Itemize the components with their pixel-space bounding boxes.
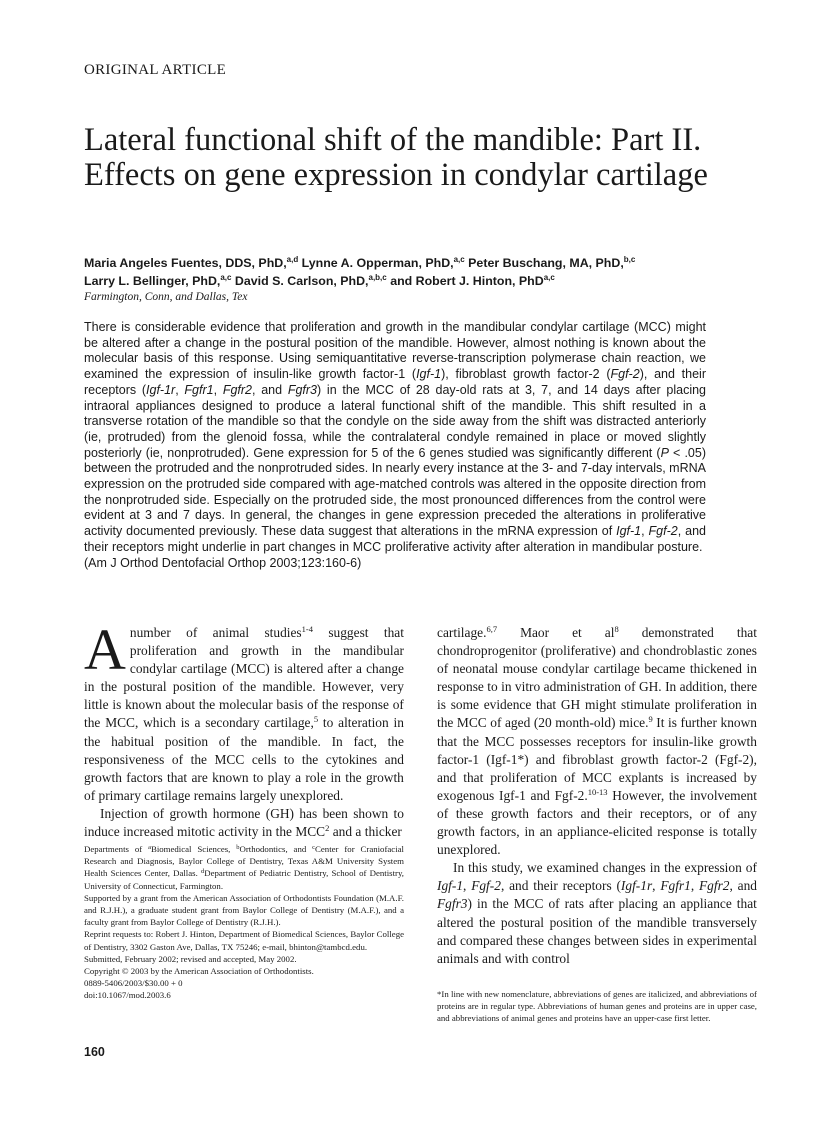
body-paragraph: In this study, we examined changes in the expression of Igf-1, Fgf-2, and their receptors (Igf-1r, Fgfr1, Fgfr2, and Fgfr3) in the MCC of rats after placing an appliance that altered the postural position of the mandible transversely and compared these changes between sides in experimental animals and with control [437,860,758,966]
gene-name: Igf-1 [616,524,642,539]
page-number: 160 [84,1045,105,1059]
journal-citation: (Am J Orthod Dentofacial Orthop 2003;123:160-6) [84,555,362,570]
gene-name: Fgf-2 [610,367,640,382]
body-paragraph: Anumber of animal studies$^{1-4}$ suggest that proliferation and growth in the mandibular condylar cartilage (MCC) is altered after a change in the postural position of the mandible. However, very little is known about the molecular basis of the response of the MCC, which is a secondary cartilage,$^5$ to alteration in the habitual position of the mandible. In fact, the responsiveness of the MCC cells to the cytokines and growth factors that are known to play a role in the growth of primary cartilage remains largely unexplored. [84,617,405,803]
author-affiliation-marker: a,c [453,255,465,264]
issn-note: 0889-5406/2003/$30.00 + 0 [84,978,183,989]
doi-note: doi:10.1067/mod.2003.6 [84,990,171,1001]
departments-note: Departments of $^a$Biomedical Sciences, $^b$Orthodontics, and $^c$Center for Craniofacial Research and Diagnosis, Baylor College of Dentistry, Texas A&M University System Health Sciences Center, Dallas. $^d$Department of Pediatric Dentistry, School of Dentistry, University of Connecticut, Farmington. [84,844,404,891]
author-name: Peter Buschang, MA, PhD, [468,256,624,270]
affiliation-footnotes [84,843,404,1002]
drop-cap: A [84,617,126,682]
abstract: There is considerable evidence that proliferation and growth in the mandibular condylar cartilage (MCC) might be altered after a change in the postural position of the mandible. However, almost nothing is known about the molecular basis of this response. Using semiquantitative reverse-transcription polymerase chain reaction, we examined the expression of insulin-like growth factor-1 (Igf-1), fibroblast growth factor-2 (Fgf-2), and their receptors (Igf-1r, Fgfr1, Fgfr2, and Fgfr3) in the MCC of 28 day-old rats at 3, 7, and 14 days after placing intraoral appliances designed to produce a lateral functional shift of the mandible. This shift resulted in a transverse rotation of the mandible so that the condyle on the side away from the shift was distracted anteriorly (ie, protruded) from the glenoid fossa, while the contralateral condyle remained in place or moved slightly posteriorly (ie, nonprotruded). Gene expression for 5 of the 6 genes studied was significantly different (P < .05) between the protruded and the nonprotruded sides. In nearly every instance at the 3- and 7-day intervals, mRNA expression on the protruded side compared with age-matched controls was altered in the opposite direction from the nonprotruded side. Especially on the protruded side, the most pronounced differences from the control were evident at 3 and 7 days. In general, the changes in gene expression preceded the alterations in proliferative activity documented previously. These data suggest that alterations in the mRNA expression of Igf-1, Fgf-2, and their receptors might underlie in part changes in MCC proliferative activity after alteration in mandibular posture. (Am J Orthod Dentofacial Orthop 2003;123:160-6) [84,320,707,570]
gene-name: Fgfr3 [287,382,318,397]
p-value-symbol: P [660,445,669,460]
nomenclature-footnote: *In line with new nomenclature, abbreviations of genes are italicized, and abbreviations of proteins are in regular type. Abbreviations of human genes and proteins are in upper case, and abbreviations of animal genes and proteins have an upper-case first letter. [437,989,757,1024]
body-column-left [84,617,405,841]
gene-name: Fgf-2 [648,524,678,539]
body-column-right [437,624,757,968]
author-name: Lynne A. Opperman, PhD, [301,256,454,270]
funding-note: Supported by a grant from the American Association of Orthodontists Foundation (M.A.F. and R.J.H.), a graduate student grant from Baylor College of Dentistry (M.A.F.), and a faculty grant from Baylor College of Dentistry (R.J.H.). [84,892,404,928]
gene-name: Fgfr2 [222,382,253,397]
author-name: David S. Carlson, PhD, [234,274,369,288]
author-location: Farmington, Conn, and Dallas, Tex [84,291,248,303]
author-name: Larry L. Bellinger, PhD, [84,274,221,288]
author-affiliation-marker: a,c [220,273,232,282]
body-paragraph: cartilage.$^{6,7}$ Maor et $al^8$ demonstrated that chondroprogenitor (proliferative) and chondroblastic zones of neonatal mouse condylar cartilage became thickened in response to in vitro administration of GH. In addition, there is some evidence that GH might stimulate proliferation in the MCC of aged (20 month-old) mice.$^9$ It is further known that the MCC possesses receptors for insulin-like growth factor-1 (Igf-1*) and fibroblast growth factor-2 (Fgf-2), and that proliferation of MCC explants is increased by exogenous Igf-1 and Fgf-2.$^{10-13}$ However, the involvement of these growth factors and their receptors, or of any growth factors, in an appliance-elicited response is totally unexplored. [437,624,758,858]
author-affiliation-marker: b,c [623,255,636,264]
gene-name: Igf-1r [146,382,176,397]
author-affiliation-marker: a,b,c [368,273,387,282]
author-name: Maria Angeles Fuentes, DDS, PhD, [84,256,287,270]
author-list [84,254,764,290]
gene-name: Fgfr1 [184,382,214,397]
copyright-note: Copyright © 2003 by the American Association of Orthodontists. [84,966,314,977]
author-affiliation-marker: a,c [543,273,555,282]
body-paragraph: Injection of growth hormone (GH) has been shown to induce increased mitotic activity in the MCC$^2$ and a thicker [84,805,404,840]
gene-name: Igf-1 [416,367,442,382]
section-label: ORIGINAL ARTICLE [84,62,227,78]
author-affiliation-marker: a,d [286,255,299,264]
author-name: and Robert J. Hinton, PhD [390,274,544,288]
submission-note: Submitted, February 2002; revised and accepted, May 2002. [84,953,297,964]
reprint-note: Reprint requests to: Robert J. Hinton, Department of Biomedical Sciences, Baylor College of Dentistry, 3302 Gaston Ave, Dallas, TX 75246; e-mail, bhinton@tambcd.edu. [84,929,404,952]
article-title: Lateral functional shift of the mandible: Part II. Effects on gene expression in condylar cartilage [84,122,708,193]
